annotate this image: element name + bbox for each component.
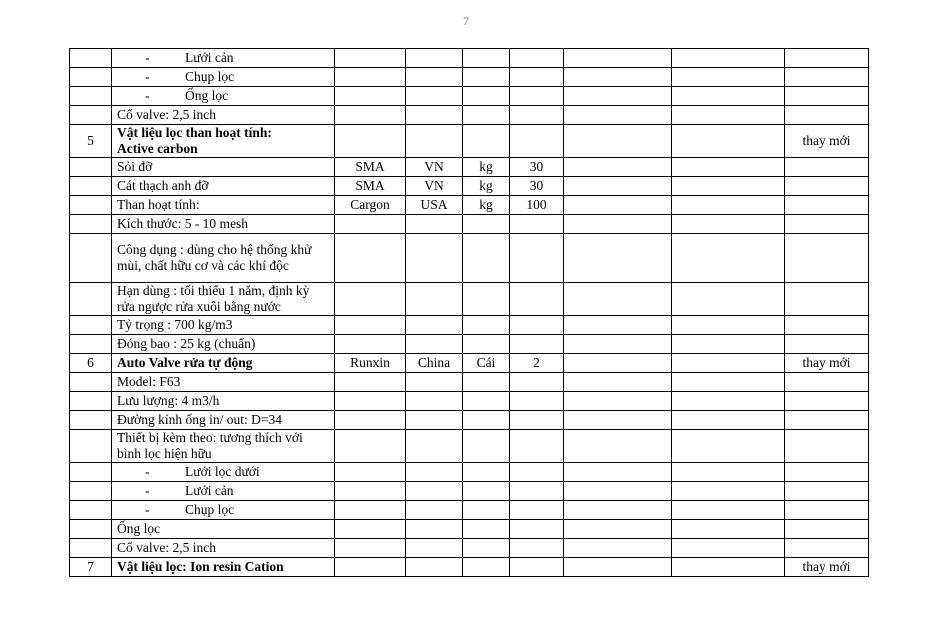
cell-no (70, 463, 112, 482)
cell-unit-price (564, 539, 672, 558)
dash-marker: - (145, 502, 150, 517)
cell-no (70, 539, 112, 558)
description-text-line2: Active carbon (117, 141, 198, 156)
cell-origin (406, 411, 463, 430)
cell-amount (672, 68, 785, 87)
description-text: Cổ valve: 2,5 inch (117, 107, 216, 122)
cell-unit-price (564, 335, 672, 354)
description-text: Lưới cản (185, 483, 234, 498)
cell-note (785, 49, 869, 68)
dash-marker: - (145, 464, 150, 479)
cell-no (70, 392, 112, 411)
cell-unit (463, 501, 510, 520)
cell-brand (335, 335, 406, 354)
cell-unit (463, 520, 510, 539)
cell-no (70, 177, 112, 196)
cell-unit (463, 125, 510, 158)
dash-marker: - (145, 88, 150, 103)
description-text: Cổ valve: 2,5 inch (117, 540, 216, 555)
cell-origin (406, 373, 463, 392)
cell-no (70, 158, 112, 177)
cell-brand (335, 106, 406, 125)
table-row (70, 196, 869, 215)
cell-description (112, 335, 335, 354)
cell-amount (672, 392, 785, 411)
table-row (70, 335, 869, 354)
cell-unit-price (564, 354, 672, 373)
cell-no: 6 (70, 354, 112, 373)
table-row (70, 283, 869, 316)
cell-unit (463, 335, 510, 354)
cell-unit-price (564, 125, 672, 158)
cell-description (112, 234, 335, 283)
cell-unit (463, 316, 510, 335)
cell-brand: Runxin (335, 354, 406, 373)
cell-quantity (510, 49, 564, 68)
cell-quantity (510, 482, 564, 501)
cell-no (70, 520, 112, 539)
table-row (70, 234, 869, 283)
cell-description (112, 430, 335, 463)
cell-brand (335, 283, 406, 316)
cell-origin (406, 106, 463, 125)
cell-brand (335, 482, 406, 501)
cell-unit-price (564, 87, 672, 106)
cell-quantity (510, 392, 564, 411)
cell-brand (335, 125, 406, 158)
cell-note (785, 234, 869, 283)
cell-origin (406, 520, 463, 539)
cell-quantity (510, 316, 564, 335)
cell-unit: kg (463, 196, 510, 215)
cell-origin (406, 215, 463, 234)
cell-brand: SMA (335, 177, 406, 196)
cell-unit (463, 373, 510, 392)
cell-unit-price (564, 558, 672, 577)
cell-amount (672, 234, 785, 283)
cell-unit (463, 234, 510, 283)
cell-unit (463, 558, 510, 577)
cell-amount (672, 411, 785, 430)
cell-no (70, 335, 112, 354)
cell-description (112, 501, 335, 520)
cell-origin (406, 234, 463, 283)
cell-origin (406, 463, 463, 482)
cell-amount (672, 215, 785, 234)
cell-brand (335, 49, 406, 68)
cell-brand (335, 539, 406, 558)
cell-unit-price (564, 316, 672, 335)
cell-description (112, 520, 335, 539)
table-row (70, 125, 869, 158)
cell-brand (335, 430, 406, 463)
cell-unit (463, 283, 510, 316)
cell-unit (463, 215, 510, 234)
cell-amount (672, 482, 785, 501)
cell-origin (406, 68, 463, 87)
cell-amount (672, 520, 785, 539)
table-row (70, 463, 869, 482)
description-text: Thiết bị kèm theo: tương thích với bình lọc hiện hữu (117, 430, 303, 461)
cell-note (785, 335, 869, 354)
cell-origin (406, 392, 463, 411)
cell-brand (335, 373, 406, 392)
cell-amount (672, 539, 785, 558)
cell-description (112, 177, 335, 196)
cell-amount (672, 373, 785, 392)
cell-brand (335, 215, 406, 234)
description-text: Ống lọc (185, 88, 229, 103)
cell-no (70, 87, 112, 106)
cell-quantity (510, 125, 564, 158)
cell-amount (672, 316, 785, 335)
description-text: Đóng bao : 25 kg (chuẩn) (117, 336, 256, 351)
cell-quantity (510, 430, 564, 463)
cell-quantity (510, 373, 564, 392)
description-text: Hạn dùng : tối thiểu 1 năm, định kỳ rửa ngược rửa xuôi bằng nước (117, 283, 310, 314)
table-row (70, 215, 869, 234)
cell-amount (672, 354, 785, 373)
table-row (70, 430, 869, 463)
table-row (70, 392, 869, 411)
cell-description (112, 539, 335, 558)
description-text: Kích thước: 5 - 10 mesh (117, 216, 249, 231)
cell-amount (672, 49, 785, 68)
cell-quantity (510, 215, 564, 234)
cell-no (70, 106, 112, 125)
cell-no (70, 316, 112, 335)
table-body (70, 49, 869, 577)
cell-quantity (510, 520, 564, 539)
dash-marker: - (145, 483, 150, 498)
description-text: Lưu lượng: 4 m3/h (117, 393, 220, 408)
table-row (70, 354, 869, 373)
description-text: Chụp lọc (185, 502, 235, 517)
cell-no (70, 482, 112, 501)
cell-origin (406, 316, 463, 335)
cell-unit (463, 106, 510, 125)
cell-description (112, 196, 335, 215)
cell-description (112, 354, 335, 373)
description-text: Vật liệu lọc: Ion resin Cation (117, 559, 284, 574)
description-text: Chụp lọc (185, 69, 235, 84)
cell-note (785, 177, 869, 196)
cell-origin (406, 125, 463, 158)
cell-unit-price (564, 482, 672, 501)
table-row (70, 68, 869, 87)
cell-note (785, 158, 869, 177)
cell-quantity (510, 335, 564, 354)
cell-unit: kg (463, 158, 510, 177)
cell-note (785, 316, 869, 335)
cell-brand (335, 68, 406, 87)
cell-unit (463, 430, 510, 463)
table-row (70, 411, 869, 430)
cell-brand (335, 520, 406, 539)
cell-note: thay mới (785, 125, 869, 158)
description-text: Cát thạch anh đỡ (117, 178, 209, 193)
cell-amount (672, 283, 785, 316)
cell-unit (463, 411, 510, 430)
cell-origin (406, 558, 463, 577)
cell-unit-price (564, 392, 672, 411)
cell-origin (406, 335, 463, 354)
cell-unit-price (564, 68, 672, 87)
cell-description (112, 373, 335, 392)
cell-brand (335, 463, 406, 482)
table-row (70, 373, 869, 392)
cell-note (785, 215, 869, 234)
cell-brand (335, 501, 406, 520)
cell-origin: VN (406, 158, 463, 177)
table-row (70, 49, 869, 68)
cell-unit-price (564, 411, 672, 430)
cell-unit-price (564, 158, 672, 177)
cell-amount (672, 463, 785, 482)
cell-note (785, 373, 869, 392)
cell-note: thay mới (785, 558, 869, 577)
cell-unit-price (564, 215, 672, 234)
description-text: Auto Valve rửa tự động (117, 355, 253, 370)
cell-quantity (510, 283, 564, 316)
cell-description (112, 125, 335, 158)
cell-description (112, 215, 335, 234)
cell-no (70, 373, 112, 392)
cell-unit: kg (463, 177, 510, 196)
cell-amount (672, 196, 785, 215)
cell-unit (463, 68, 510, 87)
cell-note (785, 283, 869, 316)
cell-brand (335, 234, 406, 283)
cell-no (70, 430, 112, 463)
cell-no (70, 68, 112, 87)
page-number: 7 (463, 14, 469, 28)
cell-origin (406, 539, 463, 558)
cell-unit-price (564, 234, 672, 283)
cell-origin (406, 430, 463, 463)
cell-quantity (510, 558, 564, 577)
cell-quantity: 2 (510, 354, 564, 373)
cell-quantity: 30 (510, 158, 564, 177)
cell-quantity (510, 68, 564, 87)
table-row (70, 87, 869, 106)
table-row (70, 158, 869, 177)
cell-note (785, 411, 869, 430)
cell-description (112, 392, 335, 411)
cell-quantity (510, 501, 564, 520)
cell-no: 7 (70, 558, 112, 577)
cell-amount (672, 558, 785, 577)
cell-no (70, 411, 112, 430)
description-text: Model: F63 (117, 374, 181, 389)
cell-description (112, 283, 335, 316)
cell-amount (672, 430, 785, 463)
cell-no (70, 283, 112, 316)
cell-note (785, 430, 869, 463)
cell-quantity (510, 463, 564, 482)
cell-no (70, 234, 112, 283)
cell-origin (406, 283, 463, 316)
description-text: Lưới lọc dưới (185, 464, 260, 479)
cell-brand (335, 411, 406, 430)
cell-brand (335, 392, 406, 411)
cell-note (785, 392, 869, 411)
table-row (70, 316, 869, 335)
cell-unit-price (564, 520, 672, 539)
cell-unit-price (564, 430, 672, 463)
cell-amount (672, 335, 785, 354)
cell-origin: VN (406, 177, 463, 196)
cell-description (112, 482, 335, 501)
description-text: Vật liệu lọc than hoạt tính: (117, 125, 272, 140)
cell-unit-price (564, 501, 672, 520)
cell-amount (672, 158, 785, 177)
cell-unit-price (564, 106, 672, 125)
cell-no (70, 49, 112, 68)
cell-description (112, 49, 335, 68)
cell-origin (406, 501, 463, 520)
description-text: Sỏi đỡ (117, 159, 153, 174)
cell-note (785, 539, 869, 558)
cell-no: 5 (70, 125, 112, 158)
cell-brand (335, 316, 406, 335)
description-text: Lưới cản (185, 50, 234, 65)
cell-origin: USA (406, 196, 463, 215)
cell-note (785, 501, 869, 520)
cell-note (785, 87, 869, 106)
cell-quantity: 30 (510, 177, 564, 196)
table-row (70, 177, 869, 196)
description-text: Đường kính ống in/ out: D=34 (117, 412, 282, 427)
cell-note: thay mới (785, 354, 869, 373)
cell-origin: China (406, 354, 463, 373)
cell-description (112, 106, 335, 125)
dash-marker: - (145, 50, 150, 65)
cell-quantity (510, 411, 564, 430)
cell-brand: SMA (335, 158, 406, 177)
cell-description (112, 68, 335, 87)
cell-note (785, 196, 869, 215)
cell-unit-price (564, 177, 672, 196)
cell-description (112, 316, 335, 335)
table-row (70, 539, 869, 558)
table-row (70, 106, 869, 125)
cell-description (112, 558, 335, 577)
cell-origin (406, 482, 463, 501)
cell-quantity (510, 539, 564, 558)
description-text: Công dụng : dùng cho hệ thống khử mùi, chất hữu cơ và các khí độc (117, 242, 312, 273)
cell-quantity (510, 106, 564, 125)
cell-no (70, 215, 112, 234)
cell-unit: Cái (463, 354, 510, 373)
cell-origin (406, 49, 463, 68)
table-row (70, 482, 869, 501)
cell-unit (463, 482, 510, 501)
specification-table (69, 48, 869, 577)
cell-amount (672, 125, 785, 158)
cell-quantity (510, 87, 564, 106)
cell-unit-price (564, 49, 672, 68)
cell-origin (406, 87, 463, 106)
cell-unit-price (564, 196, 672, 215)
cell-note (785, 68, 869, 87)
cell-quantity: 100 (510, 196, 564, 215)
description-text: Tỷ trọng : 700 kg/m3 (117, 317, 233, 332)
cell-no (70, 501, 112, 520)
cell-amount (672, 177, 785, 196)
cell-unit (463, 392, 510, 411)
dash-marker: - (145, 69, 150, 84)
cell-unit-price (564, 373, 672, 392)
table-row (70, 558, 869, 577)
cell-amount (672, 87, 785, 106)
cell-unit (463, 49, 510, 68)
cell-description (112, 411, 335, 430)
cell-note (785, 520, 869, 539)
cell-brand: Cargon (335, 196, 406, 215)
cell-description (112, 463, 335, 482)
cell-note (785, 106, 869, 125)
cell-description (112, 87, 335, 106)
cell-no (70, 196, 112, 215)
cell-unit (463, 463, 510, 482)
cell-description (112, 158, 335, 177)
table-row (70, 501, 869, 520)
cell-quantity (510, 234, 564, 283)
table-row (70, 520, 869, 539)
cell-unit-price (564, 283, 672, 316)
description-text: Ống lọc (117, 521, 161, 536)
description-text: Than hoạt tính: (117, 197, 200, 212)
cell-note (785, 482, 869, 501)
cell-brand (335, 87, 406, 106)
cell-amount (672, 106, 785, 125)
cell-unit-price (564, 463, 672, 482)
cell-note (785, 463, 869, 482)
cell-brand (335, 558, 406, 577)
cell-unit (463, 87, 510, 106)
cell-amount (672, 501, 785, 520)
cell-unit (463, 539, 510, 558)
